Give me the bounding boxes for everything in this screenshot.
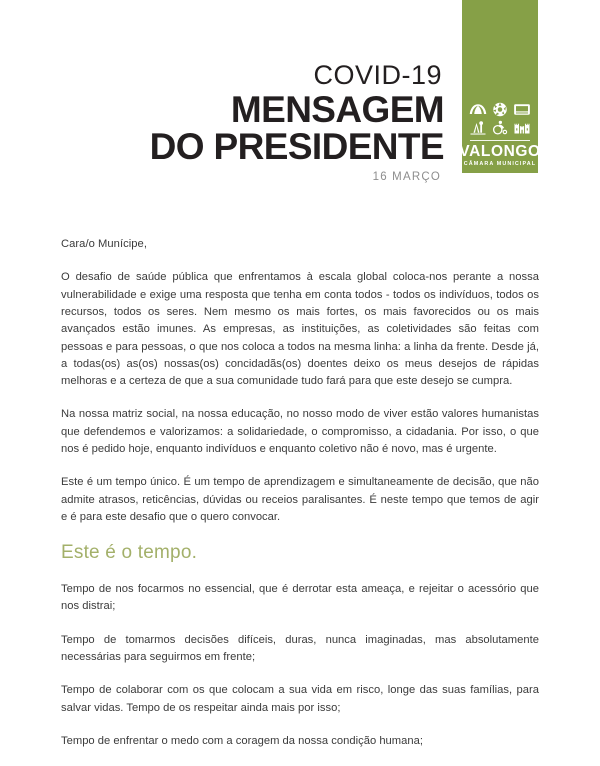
valongo-logo-panel xyxy=(459,0,541,173)
logo-subtitle: CÂMARA MUNICIPAL xyxy=(463,160,537,167)
logo-icon-grid xyxy=(469,102,531,135)
page-title-line-1: MENSAGEM xyxy=(230,89,444,130)
document-header xyxy=(0,0,600,200)
bullet-paragraph-3: Tempo de colaborar com os que colocam a sua vida em risco, longe das suas famílias, para salvar vidas. Tempo de os respeitar ainda mais por isso; xyxy=(61,684,539,714)
paragraph-1: O desafio de saúde pública que enfrentamos à escala global coloca-nos perante a nossa vulnerabilidade e exige uma resposta que tenha em conta todos - todos os indivíduos, todos os recursos, todos os seres. Nem mesmo os mais fortes, os mais favorecidos ou os mais avançados estão imunes. As empresas, as instituições, as coletividades são feitas com pessoas e para pessoas, o que nos coloca a todos na mesma linha: a linha da frente. Desde já, a todas(os) as(os) nossas(os) concidadãs(os) doentes deixo os meus desejos de rápidas melhoras e a certeza de que a sua comunidade tudo fará para que este desejo se cumpra. xyxy=(61,271,539,388)
section-heading: Este é o tempo. xyxy=(61,542,198,564)
page-title-line-2: DO PRESIDENTE xyxy=(149,125,444,167)
wheelchair-sport-icon xyxy=(491,120,509,135)
bullet-paragraph-4: Tempo de enfrentar o medo com a coragem da nossa condição humana; xyxy=(61,734,423,747)
logo-divider xyxy=(470,140,530,141)
header-title-block xyxy=(0,0,452,183)
screen-icon xyxy=(513,102,531,117)
gear-flower-icon xyxy=(491,102,509,117)
bullet-paragraph-2: Tempo de tomarmos decisões difíceis, duras, nunca imaginadas, mas absolutamente necessárias para seguirmos em frente; xyxy=(61,633,539,663)
paragraph-2: Na nossa matriz social, na nossa educação, no nosso modo de viver estão valores humanistas que defendemos e valorizamos: a solidariedade, o compromisso, a cidadania. Por isso, o que nos é pedido hoje, enquanto indivíduos e enquanto coletivo não é novo, mas é urgente. xyxy=(61,408,539,456)
tent-icon xyxy=(469,102,487,117)
logo-wordmark: VALONGO xyxy=(459,143,541,161)
header-eyebrow: COVID-19 xyxy=(313,60,442,90)
campfire-icon xyxy=(469,120,487,135)
letter-body xyxy=(61,236,539,766)
salutation: Cara/o Munícipe, xyxy=(61,238,147,250)
paragraph-3: Este é um tempo único. É um tempo de aprendizagem e simultaneamente de decisão, que não admite atrasos, reticências, dúvidas ou receios paralisantes. É neste tempo que temos de agir e é para este desafio que o quero convocar. xyxy=(61,476,539,523)
header-date: 16 MARÇO xyxy=(372,171,441,184)
bullet-paragraph-1: Tempo de nos focarmos no essencial, que é derrotar esta ameaça, e rejeitar o acessório que nos distrai; xyxy=(61,583,539,613)
castle-towers-icon xyxy=(513,120,531,135)
